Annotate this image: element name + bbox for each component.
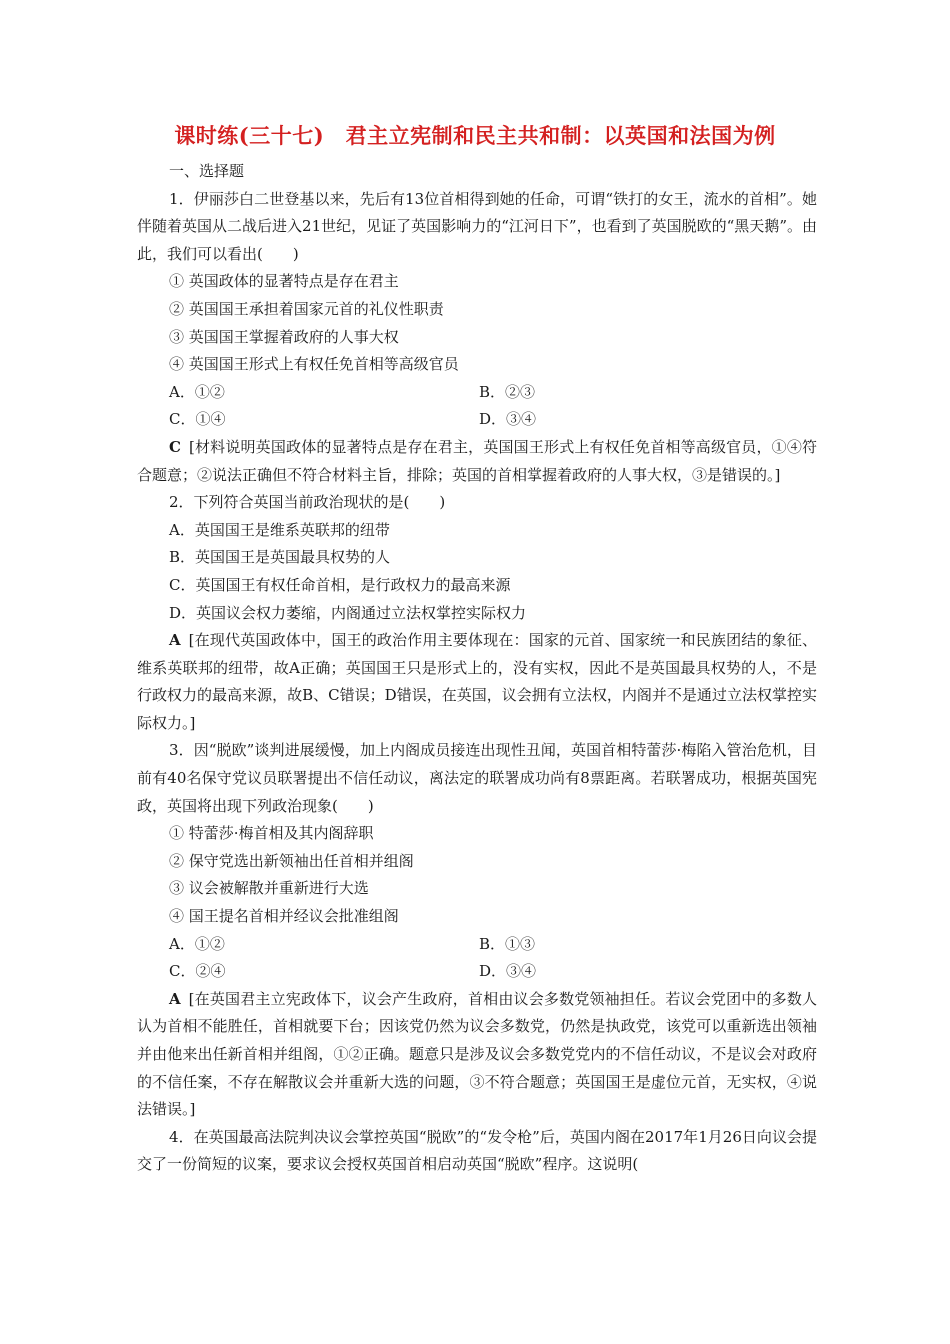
answer-explanation: [在现代英国政体中，国王的政治作用主要体现在：国家的元首、国家统一和民族团结的象征、维系英联邦的纽带，故A正确；英国国王只是形式上的，没有实权，因此不是英国最具权势的人，不是行政权力的最高来源，故B、C错误；D错误，在英国，议会拥有立法权，内阁并不是通过立法权掌控实际权力。] (137, 631, 817, 732)
question-3-options-row (137, 958, 817, 986)
question-1-item: ② 英国国王承担着国家元首的礼仪性职责 (169, 299, 444, 318)
question-2-option-b: B．英国国王是英国最具权势的人 (169, 548, 391, 567)
question-1-option-d: D．③④ (479, 410, 537, 429)
question-3-item: ① 特蕾莎·梅首相及其内阁辞职 (169, 824, 374, 843)
question-1-item: ④ 英国国王形式上有权任免首相等高级官员 (169, 355, 459, 374)
question-2-option-c: C．英国国王有权任命首相，是行政权力的最高来源 (169, 575, 511, 594)
section-heading: 一、选择题 (169, 162, 245, 180)
question-3-item: ③ 议会被解散并重新进行大选 (169, 879, 369, 898)
question-3-option-a: A．①② (169, 934, 225, 953)
question-2-option-a: A．英国国王是维系英联邦的纽带 (169, 520, 390, 539)
question-1-item: ① 英国政体的显著特点是存在君主 (169, 272, 399, 291)
page-title: 课时练(三十七) 君主立宪制和民主共和制：以英国和法国为例 (174, 123, 776, 148)
document-body (137, 158, 817, 1179)
answer-explanation: [在英国君主立宪政体下，议会产生政府，首相由议会多数党领袖担任。若议会党团中的多数人认为首相不能胜任，首相就要下台；因该党仍然为议会多数党，仍然是执政党，该党可以重新选出领袖并由他来出任新首相并组阁，①②正确。题意只是涉及议会多数党党内的不信任动议，不是议会对政府的不信任案，不存在解散议会并重新大选的问题，③不符合题意；英国国王是虚位元首，无实权，④说法错误。] (137, 989, 817, 1119)
question-1-item: ③ 英国国王掌握着政府的人事大权 (169, 327, 399, 346)
question-2-option-d: D．英国议会权力萎缩，内阁通过立法权掌控实际权力 (169, 603, 527, 622)
question-4-stem: 4．在英国最高法院判决议会掌控英国“脱欧”的“发令枪”后，英国内阁在2017年1月26日向议会提交了一份简短的议案，要求议会授权英国首相启动英国“脱欧”程序。这说明( (137, 1127, 817, 1174)
question-1-option-b: B．②③ (479, 382, 536, 401)
question-1-options-row (137, 406, 817, 434)
question-1-stem: 1．伊丽莎白二世登基以来，先后有13位首相得到她的任命，可谓“铁打的女王，流水的首相”。她伴随着英国从二战后进入21世纪，见证了英国影响力的“江河日下”，也看到了英国脱欧的“黑天鹅”。由此，我们可以看出( ) (137, 189, 817, 263)
question-1-option-c: C．①④ (169, 410, 226, 429)
question-3-options-row (137, 931, 817, 959)
question-3-answer (137, 986, 817, 1124)
answer-letter: C (169, 437, 181, 456)
question-3-option-b: B．①③ (479, 934, 536, 953)
question-3-option-c: C．②④ (169, 962, 226, 981)
question-1-options-row (137, 379, 817, 407)
answer-letter: A (169, 631, 181, 650)
answer-letter: A (169, 989, 181, 1008)
question-1-answer (137, 434, 817, 489)
question-3-option-d: D．③④ (479, 962, 537, 981)
question-2-answer (137, 627, 817, 737)
question-1-option-a: A．①② (169, 382, 225, 401)
answer-explanation: [材料说明英国政体的显著特点是存在君主，英国国王形式上有权任免首相等高级官员，①④符合题意；②说法正确但不符合材料主旨，排除；英国的首相掌握着政府的人事大权，③是错误的。] (137, 437, 817, 484)
question-3-stem: 3．因“脱欧”谈判进展缓慢，加上内阁成员接连出现性丑闻，英国首相特蕾莎·梅陷入管治危机，目前有40名保守党议员联署提出不信任动议，离法定的联署成功尚有8票距离。若联署成功，根据英国宪政，英国将出现下列政治现象( ) (137, 741, 817, 815)
question-3-item: ② 保守党选出新领袖出任首相并组阁 (169, 851, 414, 870)
question-3-item: ④ 国王提名首相并经议会批准组阁 (169, 907, 399, 926)
question-2-stem: 2．下列符合英国当前政治现状的是( ) (169, 493, 446, 512)
